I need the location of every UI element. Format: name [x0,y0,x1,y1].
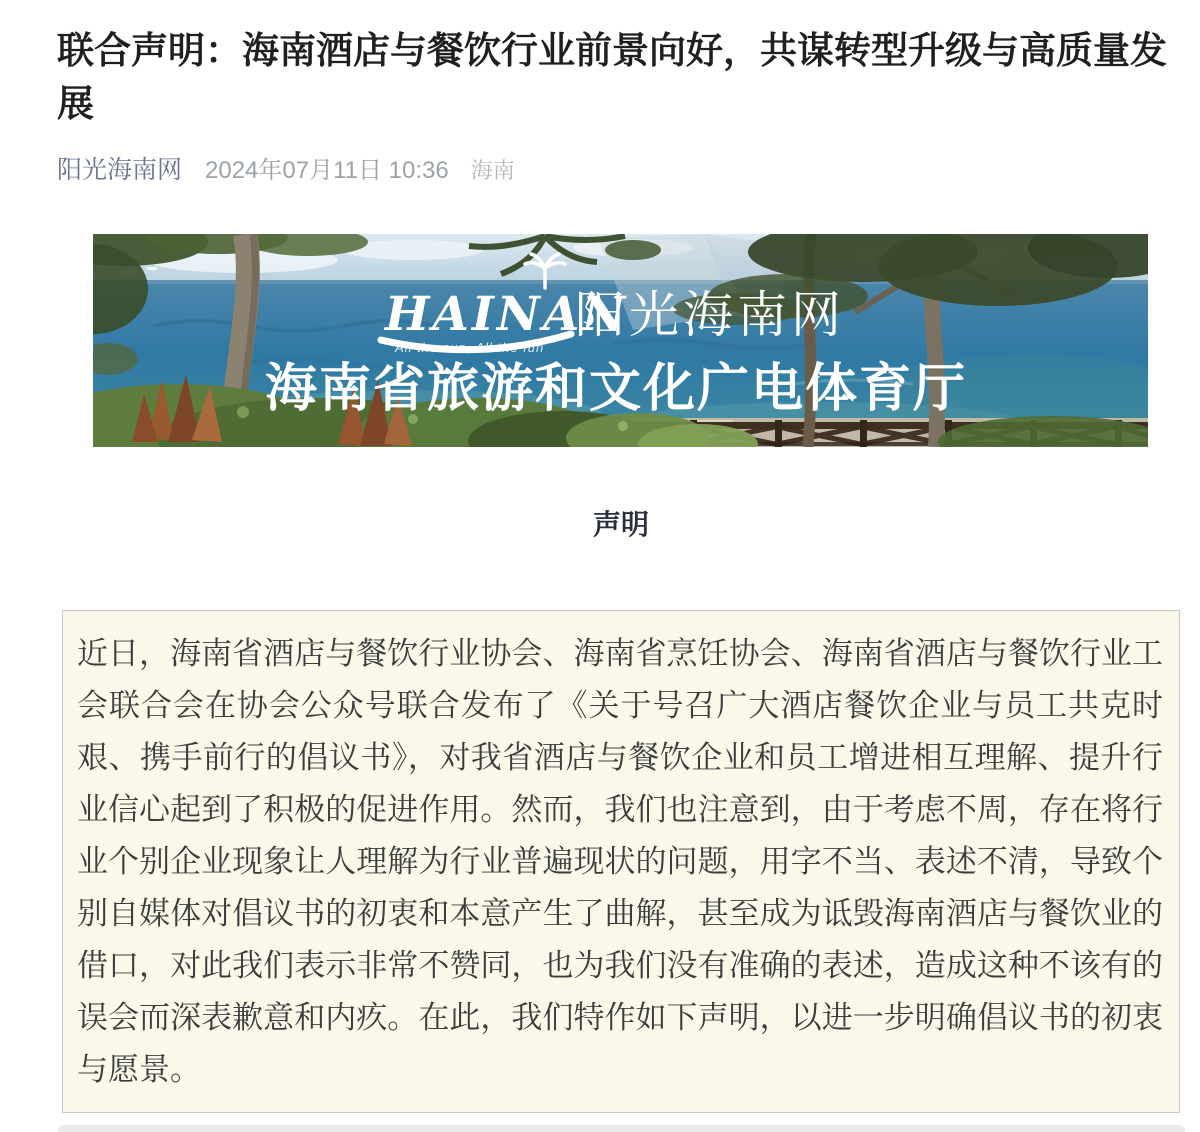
hainan-logo-text: HAINAN [385,287,629,342]
page-title: 联合声明：海南酒店与餐饮行业前景向好，共谋转型升级与高质量发展 [57,30,1167,124]
byline [57,150,515,184]
statement-box [62,610,1180,1113]
beach-scene-graphic [93,234,1148,447]
banner-site-name: 阳光海南网 [575,287,845,343]
source-link[interactable]: 阳光海南网 [57,156,183,184]
location-label: 海南 [470,158,515,183]
next-section-edge [58,1125,1185,1132]
statement-heading: 声明 [592,509,649,540]
hainan-logo-tagline: All the sun, All the fun [395,340,545,355]
timestamp: 2024年07月11日 10:36 [205,157,449,184]
banner-org-name: 海南省旅游和文化广电体育厅 [265,360,968,418]
statement-body: 近日，海南省酒店与餐饮行业协会、海南省烹饪协会、海南省酒店与餐饮行业工会联合会在协会公众号联合发布了《关于号召广大酒店餐饮企业与员工共克时艰、携手前行的倡议书》，对我省酒店与餐饮企业和员工增进相互理解、提升行业信心起到了积极的促进作用。然而，我们也注意到，由于考虑不周，存在将行业个别企业现象让人理解为行业普遍现状的问题，用字不当、表述不清，导致个别自媒体对倡议书的初衷和本意产生了曲解，甚至成为诋毁海南酒店与餐饮业的借口，对此我们表示非常不赞同，也为我们没有准确的表述，造成这种不该有的误会而深表歉意和内疚。在此，我们特作如下声明，以进一步明确倡议书的初衷与愿景。 [77,636,1163,1087]
banner-image [93,234,1148,447]
